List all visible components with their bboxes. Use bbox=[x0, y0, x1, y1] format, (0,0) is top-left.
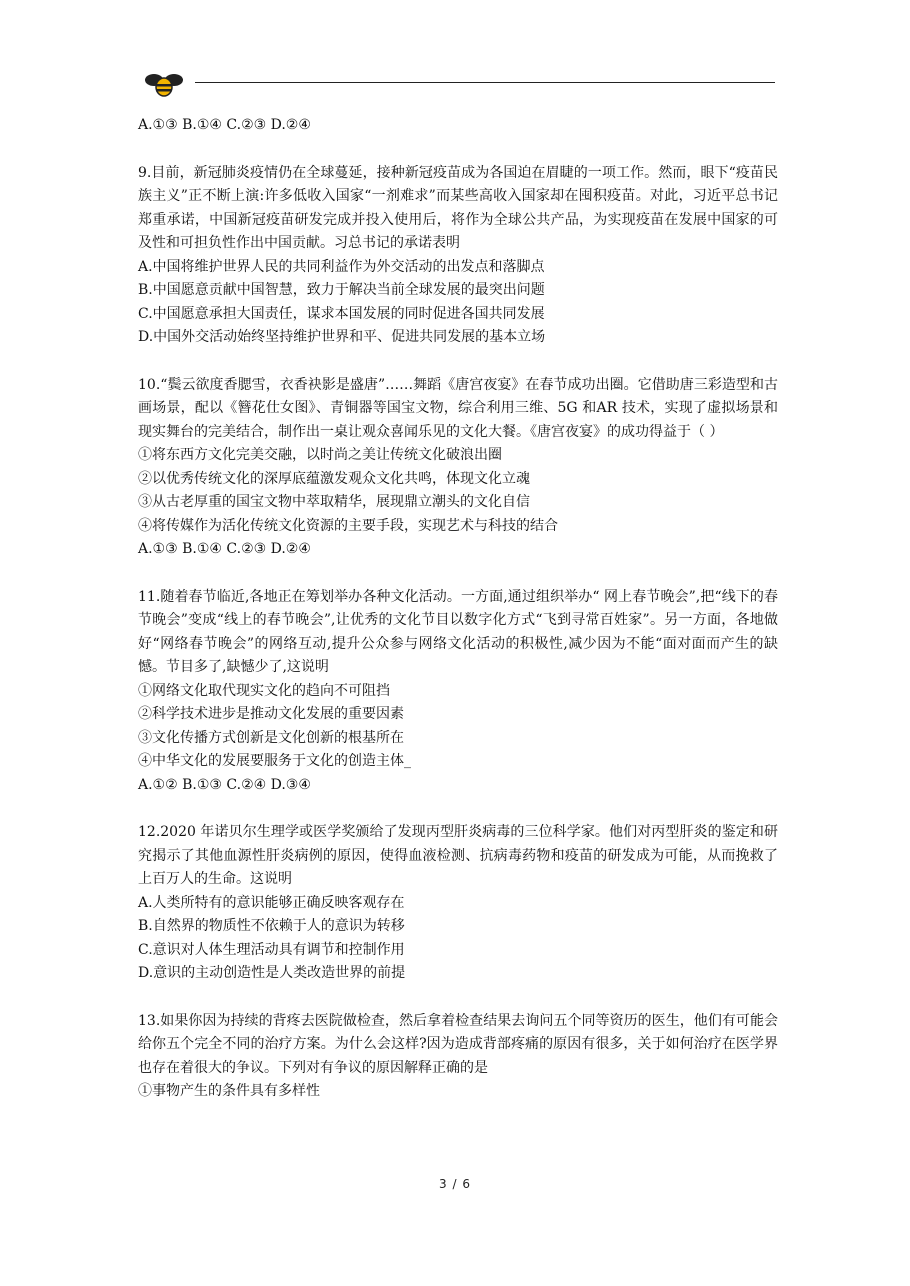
option-line: ②科学技术进步是推动文化发展的重要因素 bbox=[138, 706, 404, 722]
question-stem: 9.目前，新冠肺炎疫情仍在全球蔓延，接种新冠疫苗成为各国迫在眉睫的一项工作。然而，眼下“疫苗民族主义”正不断上演:许多低收入国家“一剂难求”而某些高收入国家却在囤积疫苗。对此，习近平总书记郑重承诺，中国新冠疫苗研发完成并投入使用后，将作为全球公共产品，为实现疫苗在发展中国家的可及性和可担负性作出中国贡献。习总书记的承诺表明 bbox=[138, 164, 778, 251]
question-stem: 11.随着春节临近,各地正在筹划举办各种文化活动。一方面,通过组织举办“ 网上春节晚会”,把“线下的春节晚会”变成“线上的春节晚会”,让优秀的文化节目以数字化方式“飞到寻常百姓家”。另一方面，各地做好“网络春节晚会”的网络互动,提升公众参与网络文化活动的积极性,减少因为不能“面对面而产生的缺憾。节目多了,缺憾少了,这说明 bbox=[138, 588, 778, 675]
option-line: A.人类所特有的意识能够正确反映客观存在 bbox=[138, 894, 405, 911]
option-line: A.中国将维护世界人民的共同利益作为外交活动的出发点和落脚点 bbox=[138, 258, 545, 275]
question-12 bbox=[138, 821, 778, 986]
option-line: ①事物产生的条件具有多样性 bbox=[138, 1083, 320, 1099]
question-13 bbox=[138, 1010, 778, 1104]
page-number: 3 / 6 bbox=[439, 1177, 471, 1191]
option-line: B.自然界的物质性不依赖于人的意识为转移 bbox=[138, 918, 405, 934]
option-line: D.意识的主动创造性是人类改造世界的前提 bbox=[138, 965, 406, 981]
question-stem: 12.2020 年诺贝尔生理学或医学奖颁给了发现丙型肝炎病毒的三位科学家。他们对丙型肝炎的鉴定和研究揭示了其他血源性肝炎病例的原因，使得血液检测、抗病毒药物和疫苗的研发成为可能，从而挽救了上百万人的生命。这说明 bbox=[138, 824, 778, 887]
option-line: ①网络文化取代现实文化的趋向不可阻挡 bbox=[138, 682, 390, 699]
option-line: D.中国外交活动始终坚持维护世界和平、促进共同发展的基本立场 bbox=[138, 329, 546, 345]
header-rule bbox=[195, 82, 775, 83]
question-11 bbox=[138, 586, 778, 798]
option-line: A.①③ B.①④ C.②③ D.②④ bbox=[138, 117, 311, 133]
question-10 bbox=[138, 374, 778, 562]
option-line: ④中华文化的发展要服务于文化的创造主体_ bbox=[138, 753, 411, 769]
question-9 bbox=[138, 162, 778, 350]
option-line: ②以优秀传统文化的深厚底蕴激发观众文化共鸣，体现文化立魂 bbox=[138, 470, 530, 487]
option-line: C.中国愿意承担大国责任，谋求本国发展的同时促进各国共同发展 bbox=[138, 305, 545, 322]
previous-question-options bbox=[138, 114, 778, 138]
option-line: ①将东西方文化完美交融，以时尚之美让传统文化破浪出圈 bbox=[138, 447, 502, 463]
bee-logo-icon bbox=[140, 72, 188, 110]
option-line: C.意识对人体生理活动具有调节和控制作用 bbox=[138, 941, 405, 958]
option-line: B.中国愿意贡献中国智慧，致力于解决当前全球发展的最突出问题 bbox=[138, 282, 545, 298]
option-line: ③从古老厚重的国宝文物中萃取精华，展现鼎立潮头的文化自信 bbox=[138, 494, 530, 510]
question-stem: 10.“鬓云欲度香腮雪，衣香袂影是盛唐”……舞蹈《唐宫夜宴》在春节成功出圈。它借助唐三彩造型和古画场景，配以《簪花仕女图》、青铜器等国宝文物，综合利用三维、5G 和AR 技术，实现了虚拟场景和现实舞台的完美结合，制作出一桌让观众喜闻乐见的文化大餐。《唐宫夜宴》的成功得益于（ ） bbox=[138, 376, 778, 440]
option-line: A.①③ B.①④ C.②③ D.②④ bbox=[138, 541, 311, 557]
option-line: ④将传媒作为活化传统文化资源的主要手段，实现艺术与科技的结合 bbox=[138, 517, 558, 534]
document-body bbox=[138, 114, 778, 1104]
option-line: A.①② B.①③ C.②④ D.③④ bbox=[138, 776, 311, 793]
option-line: ③文化传播方式创新是文化创新的根基所在 bbox=[138, 729, 404, 746]
question-stem: 13.如果你因为持续的背疼去医院做检查，然后拿着检查结果去询问五个同等资历的医生，他们有可能会给你五个完全不同的治疗方案。为什么会这样?因为造成背部疼痛的原因有很多，关于如何治疗在医学界也存在着很大的争议。下列对有争议的原因解释正确的是 bbox=[138, 1012, 778, 1076]
